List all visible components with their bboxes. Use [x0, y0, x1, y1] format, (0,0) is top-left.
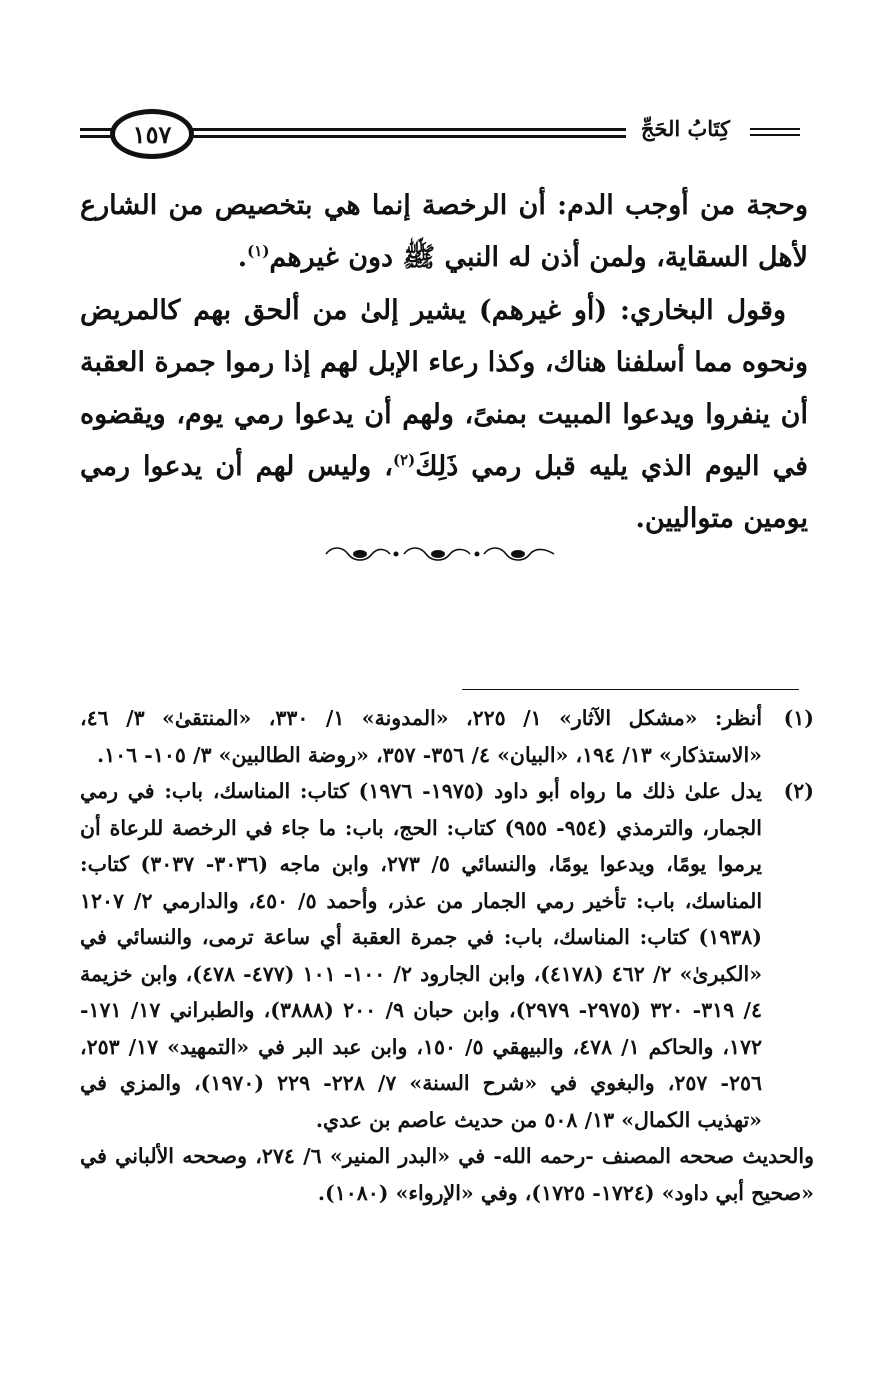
- paragraph-1: [80, 180, 808, 284]
- footnote-2-text: يدل علىٰ ذلك ما رواه أبو داود (١٩٧٥- ١٩٧٦) كتاب: المناسك، باب: في رمي الجمار، والترمذي (٩٥٤- ٩٥٥) كتاب: الحج، باب: ما جاء في الرخصة للرعاة أن يرموا يومًا، ويدعوا يومًا، والنسائي ٥/ ٢٧٣، وابن ماجه (٣٠٣٦- ٣٠٣٧) كتاب: المناسك، باب: تأخير رمي الجمار من عذر، وأحمد ٥/ ٤٥٠، والدارمي ٢/ ١٢٠٧ (١٩٣٨) كتاب: المناسك، باب: في جمرة العقبة أي ساعة ترمى، والنسائي في «الكبرىٰ» ٢/ ٤٦٢ (٤١٧٨)، وابن الجارود ٢/ ١٠٠- ١٠١ (٤٧٧- ٤٧٨)، وابن خزيمة ٤/ ٣١٩- ٣٢٠ (٢٩٧٥- ٢٩٧٩)، وابن حبان ٩/ ٢٠٠ (٣٨٨٨)، والطبراني ١٧/ ١٧١- ١٧٢، والحاكم ١/ ٤٧٨، والبيهقي ٥/ ١٥٠، وابن عبد البر في «التمهيد» ١٧/ ٢٥٣، ٢٥٦- ٢٥٧، والبغوي في «شرح السنة» ٧/ ٢٢٨- ٢٢٩ (١٩٧٠)، والمزي في «تهذيب الكمال» ١٣/ ٥٠٨ من حديث عاصم بن عدي.: [80, 779, 763, 1132]
- header-rule-left-top: [80, 128, 114, 131]
- header-rule-short-top: [750, 128, 800, 130]
- paragraph-2-end: ، وليس لهم أن يدعوا رمي يومين متواليين.: [80, 451, 808, 534]
- paragraph-2-text: وقول البخاري: (أو غيرهم) يشير إلىٰ من ألحق بهم كالمريض ونحوه مما أسلفنا هناك، وكذا رعاء الإبل لهم إذا رموا جمرة العقبة أن ينفروا ويدعوا المبيت بمنىً، ولهم أن يدعوا رمي يوم، ويقضوه في اليوم الذي يليه قبل رمي ذَلِكَ: [80, 295, 808, 482]
- paragraph-2: [80, 285, 808, 545]
- footnote-2-continuation: والحديث صححه المصنف -رحمه الله- في «البدر المنير» ٦/ ٢٧٤، وصححه الألباني في «صحيح أبي داود» (١٧٢٤- ١٧٢٥)، وفي «الإرواء» (١٠٨٠).: [80, 1144, 814, 1205]
- footnote-1-text: أنظر: «مشكل الآثار» ١/ ٢٢٥، «المدونة» ١/ ٣٣٠، «المنتقىٰ» ٣/ ٤٦، «الاستذكار» ١٣/ ١٩٤، «البيان» ٤/ ٣٥٦- ٣٥٧، «روضة الطالبين» ٣/ ١٠٥- ١٠٦.: [80, 706, 763, 767]
- footnote-1: [80, 700, 814, 773]
- section-divider-ornament: [320, 543, 560, 565]
- book-title: كِتَابُ الحَجِّ: [640, 116, 730, 141]
- header-rule-left-bottom: [80, 135, 114, 138]
- footnote-separator: [462, 689, 799, 690]
- footnote-1-number: (١): [783, 706, 814, 730]
- header-rule-short-bottom: [750, 134, 800, 136]
- page-number-oval: [110, 109, 194, 159]
- paragraph-1-end: .: [237, 242, 248, 273]
- paragraph-1-text: وحجة من أوجب الدم: أن الرخصة إنما هي بتخصيص من الشارع لأهل السقاية، ولمن أذن له النبي ﷺ دون غيرهم: [80, 190, 808, 273]
- footnote-2: [80, 773, 814, 1138]
- footnote-ref-1: (١): [247, 242, 270, 260]
- header-rule-long-top: [190, 128, 626, 131]
- footnote-2-number: (٢): [783, 779, 814, 803]
- footnote-ref-2: (٢): [392, 451, 416, 469]
- main-text: [80, 180, 808, 545]
- header-rule-long-bottom: [190, 135, 626, 138]
- page-number: ١٥٧: [132, 119, 172, 149]
- running-header: [80, 108, 800, 164]
- footnotes: [80, 700, 814, 1211]
